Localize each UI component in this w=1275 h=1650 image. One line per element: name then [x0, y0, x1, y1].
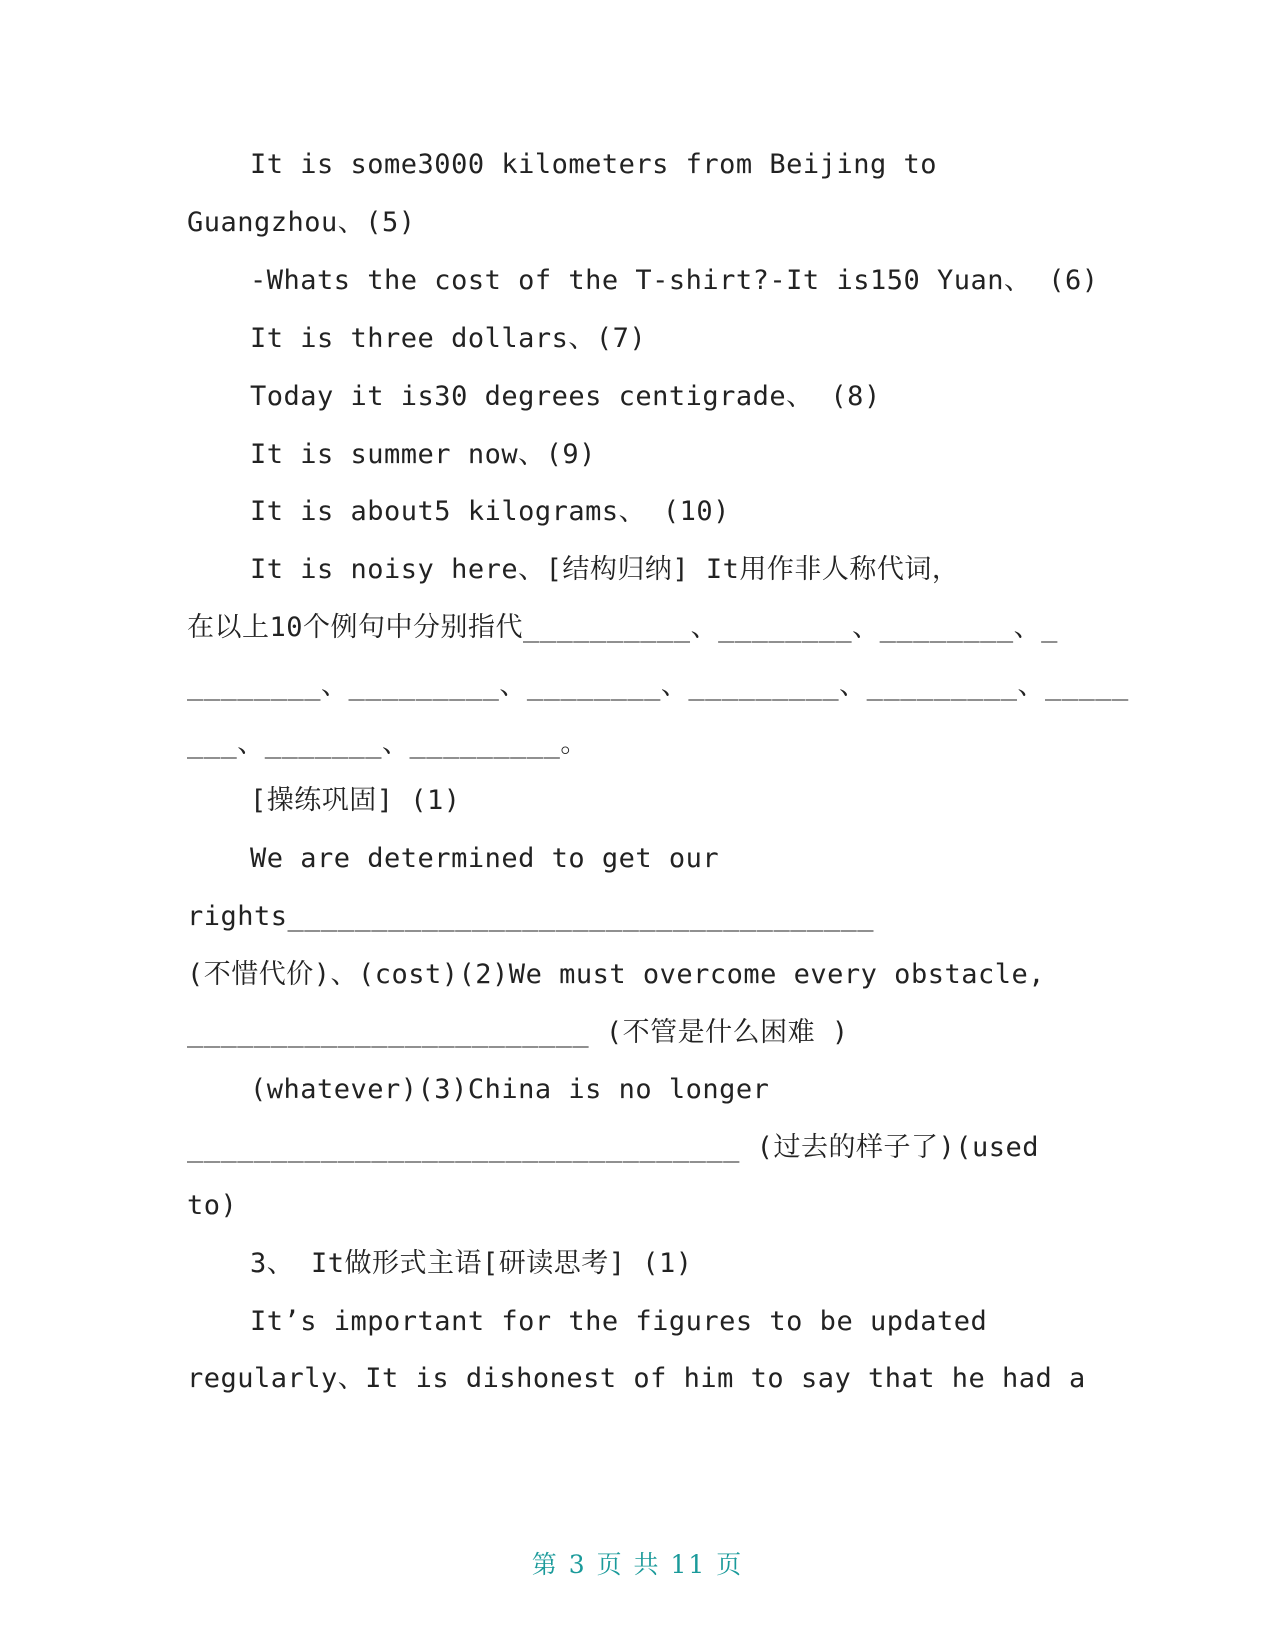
text-line: It is three dollars、(7) — [250, 323, 647, 354]
text-line: regularly、It is dishonest of him to say that he had a — [187, 1363, 1086, 1394]
text-line: It is about5 kilograms、 (10) — [250, 496, 730, 527]
text-line: ________、_________、________、_________、_________、_____ — [187, 670, 1129, 701]
text-line: Guangzhou、(5) — [187, 207, 416, 238]
text-line: (不惜代价)、(cost)(2)We must overcome every obstacle, — [187, 959, 1045, 990]
text-line: 3、 It做形式主语[研读思考] (1) — [250, 1248, 693, 1279]
text-line: It is some3000 kilometers from Beijing to — [250, 149, 937, 180]
text-line: _________________________________ (过去的样子了)(used — [187, 1132, 1039, 1163]
text-line: ___、_______、_________。 — [187, 728, 588, 759]
text-line: ________________________ (不管是什么困难 ) — [187, 1017, 849, 1048]
text-line: It’s important for the figures to be updated — [250, 1306, 988, 1337]
text-line: -Whats the cost of the T-shirt?-It is150 Yuan、 (6) — [250, 265, 1099, 296]
text-line: It is summer now、(9) — [250, 439, 596, 470]
text-line: We are determined to get our — [250, 843, 720, 874]
text-line: (whatever)(3)China is no longer — [250, 1074, 770, 1105]
page-number-footer: 第 3 页 共 11 页 — [531, 1550, 744, 1579]
text-line: It is noisy here、[结构归纳] It用作非人称代词， — [250, 554, 960, 585]
text-line: to) — [187, 1190, 238, 1221]
text-line: 在以上10个例句中分别指代__________、________、________、_ — [187, 612, 1058, 643]
text-line: Today it is30 degrees centigrade、 (8) — [250, 381, 881, 412]
text-line: [操练巩固] (1) — [250, 785, 461, 816]
text-line: rights___________________________________ — [187, 901, 874, 932]
